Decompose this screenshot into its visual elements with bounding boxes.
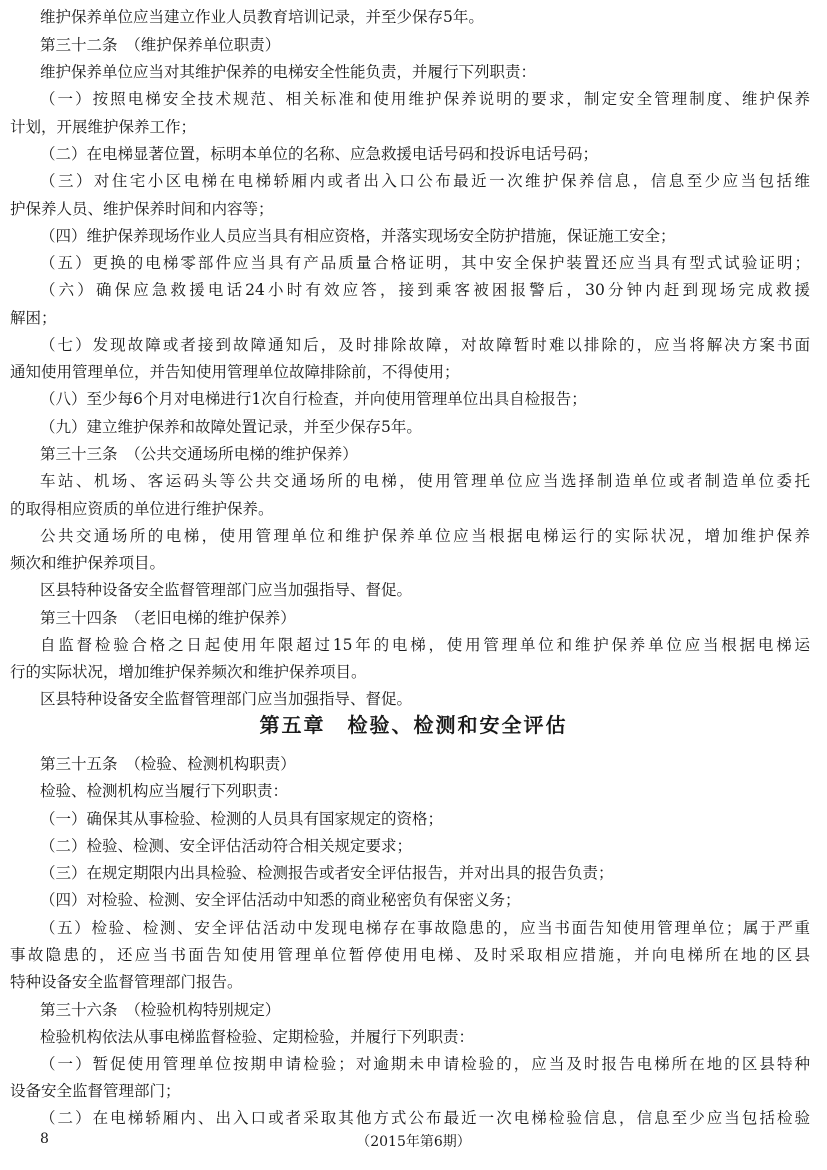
text-line: （六）确保应急救援电话24小时有效应答，接到乘客被困报警后，30分钟内赶到现场完成救援 xyxy=(40,281,810,299)
text-line: （三）在规定期限内出具检验、检测报告或者安全评估报告，并对出具的报告负责； xyxy=(40,864,614,882)
text-line: 特种设备安全监督管理部门报告。 xyxy=(10,973,243,991)
text-line: 第三十四条 （老旧电梯的维护保养） xyxy=(40,609,296,627)
text-line: 公共交通场所的电梯，使用管理单位和维护保养单位应当根据电梯运行的实际状况，增加维护保养 xyxy=(40,527,810,545)
text-line: 解困； xyxy=(10,309,57,327)
text-line: （一）暂促使用管理单位按期申请检验；对逾期未申请检验的，应当及时报告电梯所在地的区县特种 xyxy=(40,1055,810,1073)
text-line: （一）按照电梯安全技术规范、相关标准和使用维护保养说明的要求，制定安全管理制度、维护保养 xyxy=(40,90,810,108)
text-line: 第三十五条 （检验、检测机构职责） xyxy=(40,755,296,773)
text-line: 区县特种设备安全监督管理部门应当加强指导、督促。 xyxy=(40,581,413,599)
text-line: （五）更换的电梯零部件应当具有产品质量合格证明，其中安全保护装置还应当具有型式试验证明； xyxy=(40,254,810,272)
text-line: （四）维护保养现场作业人员应当具有相应资格，并落实现场安全防护措施，保证施工安全； xyxy=(40,227,676,245)
text-line: （九）建立维护保养和故障处置记录，并至少保存5年。 xyxy=(40,418,422,436)
page-number: 8 xyxy=(40,1131,49,1147)
text-line: （四）对检验、检测、安全评估活动中知悉的商业秘密负有保密义务； xyxy=(40,891,521,909)
text-line: 的取得相应资质的单位进行维护保养。 xyxy=(10,500,274,518)
text-line: 维护保养单位应当对其维护保养的电梯安全性能负责，并履行下列职责： xyxy=(40,63,537,81)
text-line: （二）在电梯轿厢内、出入口或者采取其他方式公布最近一次电梯检验信息，信息至少应当包括检验 xyxy=(40,1109,810,1127)
text-line: 自监督检验合格之日起使用年限超过15年的电梯，使用管理单位和维护保养单位应当根据电梯运 xyxy=(40,636,810,654)
text-line: 第三十三条 （公共交通场所电梯的维护保养） xyxy=(40,445,358,463)
text-line: 维护保养单位应当建立作业人员教育培训记录，并至少保存5年。 xyxy=(40,8,484,26)
text-line: 设备安全监督管理部门； xyxy=(10,1082,181,1100)
text-line: 车站、机场、客运码头等公共交通场所的电梯，使用管理单位应当选择制造单位或者制造单位委托 xyxy=(40,472,810,490)
text-line: （一）确保其从事检验、检测的人员具有国家规定的资格； xyxy=(40,810,444,828)
text-line: （二）检验、检测、安全评估活动符合相关规定要求； xyxy=(40,837,413,855)
text-line: 第三十二条 （维护保养单位职责） xyxy=(40,36,281,54)
text-line: （八）至少每6个月对电梯进行1次自行检查，并向使用管理单位出具自检报告； xyxy=(40,390,587,408)
text-line: 区县特种设备安全监督管理部门应当加强指导、督促。 xyxy=(40,690,413,708)
text-line: （五）检验、检测、安全评估活动中发现电梯存在事故隐患的，应当书面告知使用管理单位；属于严重 xyxy=(40,919,810,937)
text-line: 计划，开展维护保养工作； xyxy=(10,118,197,136)
text-line: 第三十六条 （检验机构特别规定） xyxy=(40,1001,281,1019)
text-line: 护保养人员、维护保养时间和内容等； xyxy=(10,200,274,218)
text-line: （二）在电梯显著位置，标明本单位的名称、应急救援电话号码和投诉电话号码； xyxy=(40,145,599,163)
text-line: （三）对住宅小区电梯在电梯轿厢内或者出入口公布最近一次维护保养信息，信息至少应当包括维 xyxy=(40,172,810,190)
text-line: 事故隐患的，还应当书面告知使用管理单位暂停使用电梯、及时采取相应措施，并向电梯所在地的区县 xyxy=(10,946,810,964)
issue-label: （2015年第6期） xyxy=(356,1134,471,1150)
text-line: 检验机构依法从事电梯监督检验、定期检验，并履行下列职责： xyxy=(40,1028,475,1046)
text-line: 频次和维护保养项目。 xyxy=(10,554,166,572)
text-line: 通知使用管理单位，并告知使用管理单位故障排除前，不得使用； xyxy=(10,363,460,381)
text-line: （七）发现故障或者接到故障通知后，及时排除故障，对故障暂时难以排除的，应当将解决方案书面 xyxy=(40,336,810,354)
text-line: 检验、检测机构应当履行下列职责： xyxy=(40,782,289,800)
chapter-title: 第五章 检验、检测和安全评估 xyxy=(259,713,568,737)
text-line: 行的实际状况，增加维护保养频次和维护保养项目。 xyxy=(10,663,367,681)
